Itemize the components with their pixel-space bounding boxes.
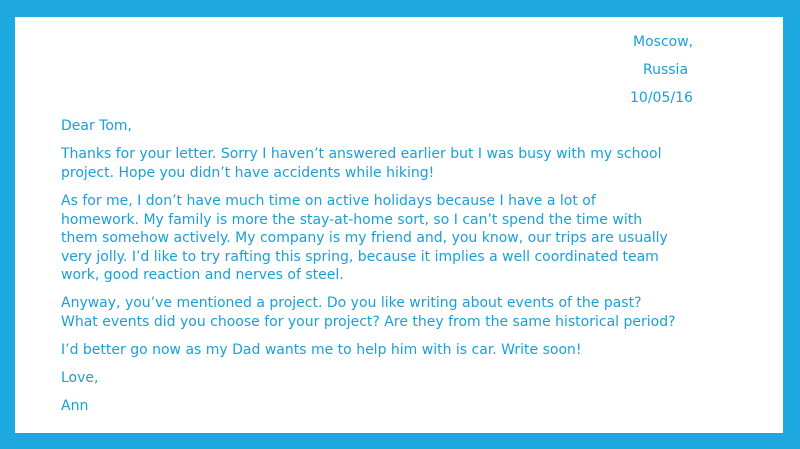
- paragraph-line: As for me, I don’t have much time on active holidays because I have a lot of: [61, 193, 596, 209]
- paragraph-3: [61, 294, 676, 331]
- paragraph-1: [61, 145, 661, 182]
- greeting: Dear Tom,: [61, 118, 133, 134]
- paragraph-line: homework. My family is more the stay-at-home sort, so I can’t spend the time with: [61, 211, 643, 228]
- paragraph-line: very jolly. I’d like to try rafting this spring, because it implies a well coordinated team: [61, 248, 659, 265]
- paragraph-4: [61, 341, 582, 360]
- paragraph-line: project. Hope you didn’t have accidents while hiking!: [61, 164, 435, 181]
- paragraph-line: work, good reaction and nerves of steel.: [61, 267, 344, 283]
- paragraph-line: I’d better go now as my Dad wants me to help him with is car. Write soon!: [61, 342, 582, 358]
- letter-date: 10/05/16: [630, 90, 693, 106]
- paragraph-line: them somehow actively. My company is my friend and, you know, our trips are usually: [61, 230, 668, 246]
- address-country: Russia: [643, 62, 689, 78]
- address-city: Moscow,: [633, 34, 694, 50]
- paragraph-2: [61, 192, 668, 285]
- paragraph-line: Anyway, you’ve mentioned a project. Do you like writing about events of the past?: [61, 295, 642, 311]
- closing: Love,: [61, 370, 99, 386]
- paragraph-line: What events did you choose for your project? Are they from the same historical period?: [61, 313, 676, 330]
- paragraph-line: Thanks for your letter. Sorry I haven’t answered earlier but I was busy with my school: [61, 146, 662, 162]
- signature: Ann: [61, 398, 89, 414]
